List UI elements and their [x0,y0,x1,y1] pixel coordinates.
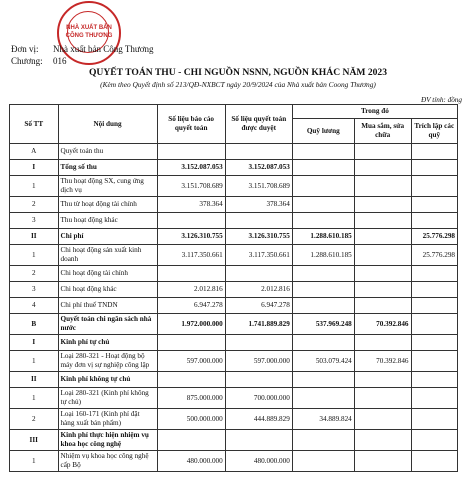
cell-trich-lap [411,372,457,388]
cell-duoc-duyet [225,144,292,160]
cell-trich-lap [411,430,457,451]
cell-quy-luong [292,266,354,282]
don-vi-label: Đơn vị: [11,44,39,54]
cell-bao-cao: 2.012.816 [157,282,225,298]
cell-stt: 2 [10,197,59,213]
cell-quy-luong [292,282,354,298]
table-row [10,160,458,176]
cell-quy-luong [292,388,354,409]
cell-noi-dung: Chi phí [58,229,157,245]
cell-duoc-duyet [225,213,292,229]
cell-bao-cao: 597.000.000 [157,351,225,372]
cell-stt: 4 [10,298,59,314]
cell-noi-dung: Chi phí thuế TNDN [58,298,157,314]
cell-stt: 1 [10,245,59,266]
cell-duoc-duyet: 6.947.278 [225,298,292,314]
table-row [10,430,458,451]
cell-mua-sam [354,245,411,266]
don-vi-value: Nhà xuất bản Công Thương [53,44,154,54]
cell-trich-lap [411,335,457,351]
cell-mua-sam [354,144,411,160]
cell-stt: II [10,229,59,245]
table-row [10,298,458,314]
cell-bao-cao [157,213,225,229]
table-row [10,144,458,160]
cell-quy-luong: 34.889.824 [292,409,354,430]
cell-noi-dung: Nhiệm vụ khoa học công nghệ cấp Bộ [58,451,157,472]
cell-stt: 1 [10,176,59,197]
cell-noi-dung: Thu từ hoạt động tài chính [58,197,157,213]
stamp-text-line1: NHÀ XUẤT BẢN [66,25,112,31]
table-row [10,176,458,197]
table-row [10,351,458,372]
cell-mua-sam [354,409,411,430]
cell-noi-dung: Quyết toán chi ngân sách nhà nước [58,314,157,335]
cell-noi-dung: Loại 160-171 (Kinh phí đặt hàng xuất bản phẩm) [58,409,157,430]
cell-stt: 1 [10,451,59,472]
cell-mua-sam [354,335,411,351]
cell-mua-sam [354,372,411,388]
cell-noi-dung: Chi hoạt động khác [58,282,157,298]
cell-quy-luong [292,430,354,451]
cell-duoc-duyet [225,266,292,282]
cell-bao-cao: 3.126.310.755 [157,229,225,245]
cell-mua-sam [354,160,411,176]
cell-bao-cao [157,335,225,351]
cell-quy-luong: 537.969.248 [292,314,354,335]
col-header-noi-dung: Nội dung [58,105,157,144]
cell-noi-dung: Thu hoạt động SX, cung ứng dịch vụ [58,176,157,197]
table-row [10,314,458,335]
col-header-mua-sam: Mua sắm, sửa chữa [354,119,411,144]
cell-trich-lap [411,266,457,282]
table-row [10,229,458,245]
cell-noi-dung: Kinh phí không tự chủ [58,372,157,388]
cell-trich-lap: 25.776.298 [411,245,457,266]
cell-stt: II [10,372,59,388]
cell-stt: I [10,335,59,351]
table-row [10,266,458,282]
cell-duoc-duyet [225,335,292,351]
cell-noi-dung: Quyết toán thu [58,144,157,160]
col-header-trich-lap: Trích lập các quỹ [411,119,457,144]
cell-noi-dung: Loại 280-321 (Kinh phí không tự chủ) [58,388,157,409]
cell-quy-luong [292,160,354,176]
cell-duoc-duyet: 378.364 [225,197,292,213]
cell-trich-lap [411,213,457,229]
cell-bao-cao: 378.364 [157,197,225,213]
page-subtitle: (Kèm theo Quyết định số 213/QĐ-NXBCT ngày 20/9/2024 của Nhà xuất bản Coong Thương) [100,80,376,89]
cell-bao-cao: 480.000.000 [157,451,225,472]
cell-trich-lap [411,451,457,472]
cell-noi-dung: Kinh phí tự chủ [58,335,157,351]
unit-note: ĐV tính: đồng [421,96,462,104]
cell-noi-dung: Chi hoạt động tài chính [58,266,157,282]
cell-mua-sam [354,430,411,451]
cell-quy-luong [292,176,354,197]
table-row [10,409,458,430]
table-row [10,335,458,351]
cell-noi-dung: Tổng số thu [58,160,157,176]
cell-quy-luong [292,213,354,229]
table-row [10,213,458,229]
col-header-duoc-duyet: Số liệu quyết toán được duyệt [225,105,292,144]
cell-duoc-duyet: 444.889.829 [225,409,292,430]
cell-trich-lap [411,298,457,314]
cell-bao-cao: 3.152.087.053 [157,160,225,176]
chuong-value: 016 [53,56,67,66]
cell-mua-sam [354,282,411,298]
cell-duoc-duyet: 3.152.087.053 [225,160,292,176]
cell-mua-sam: 70.392.846 [354,314,411,335]
cell-trich-lap [411,144,457,160]
unit-row [11,44,154,54]
cell-stt: III [10,430,59,451]
cell-quy-luong [292,335,354,351]
cell-bao-cao: 875.000.000 [157,388,225,409]
cell-duoc-duyet: 3.151.708.689 [225,176,292,197]
cell-quy-luong [292,197,354,213]
cell-stt: 1 [10,351,59,372]
page-title: QUYẾT TOÁN THU - CHI NGUỒN NSNN, NGUỒN KHÁC NĂM 2023 [88,67,388,78]
cell-quy-luong [292,372,354,388]
cell-stt: 3 [10,282,59,298]
chapter-row [11,56,67,66]
cell-stt: 3 [10,213,59,229]
cell-stt: A [10,144,59,160]
cell-duoc-duyet: 480.000.000 [225,451,292,472]
cell-quy-luong [292,451,354,472]
table-body [10,144,458,472]
cell-mua-sam [354,197,411,213]
col-header-trong-do: Trong đó [292,105,457,119]
cell-mua-sam [354,266,411,282]
cell-stt: 2 [10,266,59,282]
cell-stt: 2 [10,409,59,430]
col-header-stt: Số TT [10,105,59,144]
cell-noi-dung: Thu hoạt động khác [58,213,157,229]
cell-noi-dung: Kinh phí thực hiện nhiệm vụ khoa học công nghệ [58,430,157,451]
cell-bao-cao: 1.972.000.000 [157,314,225,335]
cell-bao-cao [157,266,225,282]
cell-trich-lap [411,351,457,372]
cell-duoc-duyet: 2.012.816 [225,282,292,298]
table-row [10,197,458,213]
col-header-quy-luong: Quỹ lương [292,119,354,144]
cell-trich-lap [411,282,457,298]
col-header-bao-cao: Số liệu báo cáo quyết toán [157,105,225,144]
stamp-text-line2: CÔNG THƯƠNG [65,33,113,39]
cell-bao-cao: 3.151.708.689 [157,176,225,197]
cell-quy-luong: 503.079.424 [292,351,354,372]
cell-mua-sam [354,213,411,229]
cell-noi-dung: Chi hoạt động sản xuất kinh doanh [58,245,157,266]
cell-trich-lap [411,409,457,430]
cell-trich-lap [411,314,457,335]
cell-quy-luong [292,298,354,314]
cell-quy-luong [292,144,354,160]
cell-stt: B [10,314,59,335]
table-row [10,282,458,298]
cell-bao-cao [157,372,225,388]
cell-bao-cao: 500.000.000 [157,409,225,430]
cell-bao-cao: 3.117.350.661 [157,245,225,266]
cell-quy-luong: 1.288.610.185 [292,245,354,266]
table-row [10,451,458,472]
cell-duoc-duyet: 3.117.350.661 [225,245,292,266]
cell-noi-dung: Loại 280-321 - Hoạt động bộ máy đơn vị sự nghiệp công lập [58,351,157,372]
cell-trich-lap: 25.776.298 [411,229,457,245]
cell-trich-lap [411,197,457,213]
cell-mua-sam [354,229,411,245]
cell-mua-sam: 70.392.846 [354,351,411,372]
table-row [10,388,458,409]
cell-duoc-duyet [225,430,292,451]
cell-duoc-duyet: 597.000.000 [225,351,292,372]
cell-trich-lap [411,388,457,409]
cell-bao-cao: 6.947.278 [157,298,225,314]
cell-bao-cao [157,144,225,160]
cell-stt: 1 [10,388,59,409]
cell-trich-lap [411,176,457,197]
cell-duoc-duyet: 1.741.889.829 [225,314,292,335]
cell-duoc-duyet: 3.126.310.755 [225,229,292,245]
table-row [10,372,458,388]
cell-mua-sam [354,298,411,314]
chuong-label: Chương: [11,56,43,66]
cell-quy-luong: 1.288.610.185 [292,229,354,245]
cell-mua-sam [354,388,411,409]
table-row [10,245,458,266]
cell-stt: I [10,160,59,176]
cell-mua-sam [354,176,411,197]
cell-duoc-duyet: 700.000.000 [225,388,292,409]
cell-mua-sam [354,451,411,472]
cell-bao-cao [157,430,225,451]
cell-duoc-duyet [225,372,292,388]
cell-trich-lap [411,160,457,176]
settlement-table [9,104,458,472]
